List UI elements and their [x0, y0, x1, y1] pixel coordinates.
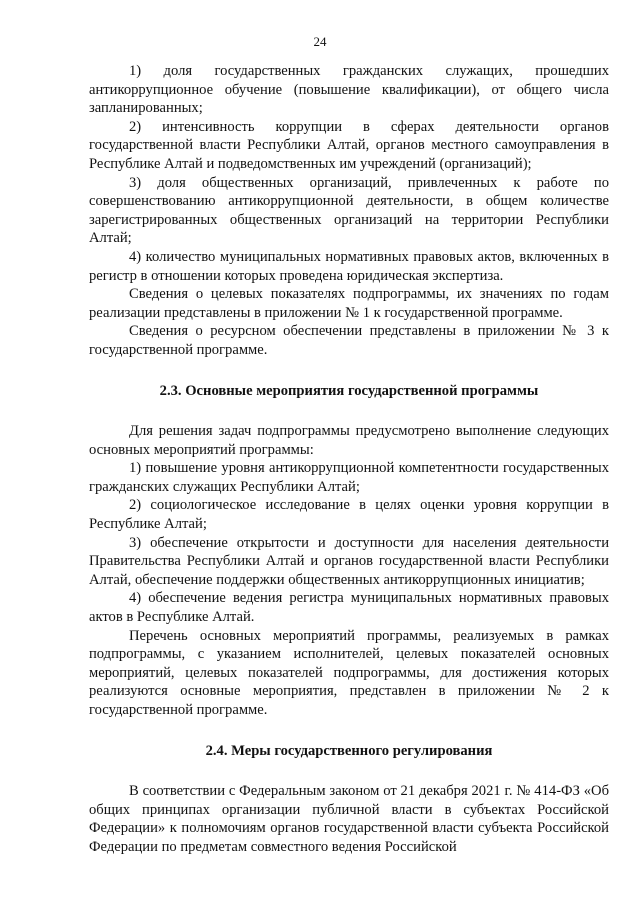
- paragraph-measure-4: 4) обеспечение ведения регистра муниципальных нормативных правовых актов в Республике Алтай.: [89, 590, 609, 626]
- paragraph-indicator-2: 2) интенсивность коррупции в сферах деятельности органов государственной власти Республики Алтай, органов местного самоуправления в Республике Алтай и подведомственных им учреждений (организаций);: [89, 118, 609, 172]
- page-content: [89, 62, 609, 857]
- paragraph-indicator-1: 1) доля государственных гражданских служащих, прошедших антикоррупционное обучение (повышение квалификации), от общего числа запланированных;: [89, 63, 609, 117]
- paragraph-targets-info: Сведения о целевых показателях подпрограммы, их значениях по годам реализации представлены в приложении № 1 к государственной программе.: [89, 286, 609, 321]
- paragraph-measure-2: 2) социологическое исследование в целях оценки уровня коррупции в Республике Алтай;: [89, 497, 609, 533]
- section-heading-2-3: 2.3. Основные мероприятия государственной программы: [159, 382, 539, 399]
- paragraph-measures-list: Перечень основных мероприятий программы, реализуемых в рамках подпрограммы, с указанием исполнителей, целевых показателей основных мероприятий, целевых показателей подпрограммы, для достижения которых реализуются основные мероприятия, представлен в приложении № 2 к государственной программе.: [89, 627, 609, 718]
- section-heading-2-4: 2.4. Меры государственного регулирования: [205, 742, 493, 759]
- paragraph-indicator-3: 3) доля общественных организаций, привлеченных к работе по совершенствованию антикоррупционной деятельности, в общем количестве зарегистрированных общественных организаций на территории Республики Алтай;: [89, 174, 609, 247]
- paragraph-resources-info: Сведения о ресурсном обеспечении представлены в приложении № 3 к государственной программе.: [89, 323, 609, 358]
- paragraph-measures-intro: Для решения задач подпрограммы предусмотрено выполнение следующих основных мероприятий программы:: [89, 423, 609, 458]
- paragraph-regulation: В соответствии с Федеральным законом от 21 декабря 2021 г. № 414-ФЗ «Об общих принципах организации публичной власти в субъектах Российской Федерации» к полномочиям органов государственной власти субъекта Российской Федерации по предметам совместного ведения Российской: [89, 783, 609, 855]
- paragraph-measure-3: 3) обеспечение открытости и доступности для населения деятельности Правительства Республики Алтай и органов государственной власти Республики Алтай, обеспечение поддержки общественных антикоррупционных инициатив;: [89, 534, 609, 588]
- paragraph-indicator-4: 4) количество муниципальных нормативных правовых актов, включенных в регистр в отношении которых проведена юридическая экспертиза.: [89, 248, 609, 284]
- page-number: 24: [313, 34, 327, 49]
- paragraph-measure-1: 1) повышение уровня антикоррупционной компетентности государственных гражданских служащих Республики Алтай;: [89, 460, 609, 495]
